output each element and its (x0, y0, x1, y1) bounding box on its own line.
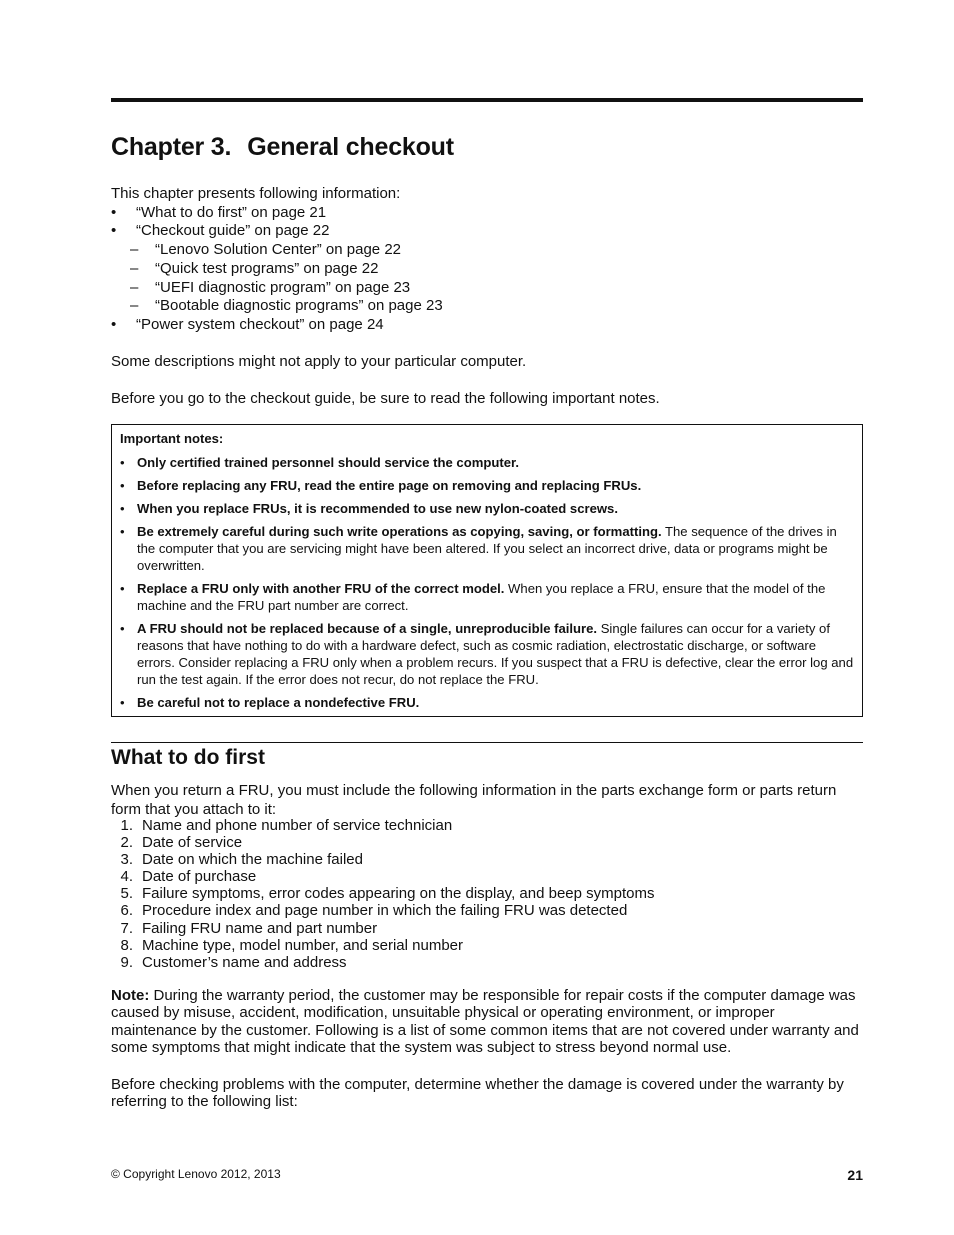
bullet-marker: • (120, 524, 125, 539)
list-number: 1. (120, 817, 133, 834)
toc-subitem[interactable] (111, 279, 863, 298)
bullet-marker: • (120, 581, 125, 596)
list-item-text: Customer’s name and address (142, 953, 347, 971)
note-bold: Be extremely careful during such write operations as copying, saving, or formatting. (137, 524, 662, 539)
bullet-marker: • (120, 695, 125, 710)
list-number: 8. (120, 936, 133, 954)
dash-marker: – (130, 259, 139, 277)
toc-subitem-link[interactable]: “UEFI diagnostic program” on page 23 (155, 278, 411, 296)
bullet-marker: • (120, 478, 125, 493)
note-item (120, 477, 854, 494)
note-item (120, 694, 854, 711)
note-label: Note: (111, 987, 150, 1004)
list-item (111, 868, 863, 885)
note-paragraph-text: During the warranty period, the customer may be responsible for repair costs if the computer damage was caused by misuse, accident, modification, unsuitable physical or operating environment, or improper maintenance by the customer. Following is a list of some common items that are not covered under warranty and some symptoms that might indicate that the system was subject to stress beyond normal use. (111, 987, 859, 1056)
list-item (111, 851, 863, 868)
toc-item[interactable] (111, 222, 863, 241)
section-heading: What to do first (111, 746, 265, 769)
toc-item[interactable] (111, 316, 863, 335)
numbered-list (111, 817, 863, 971)
bullet-marker: • (111, 203, 117, 221)
toc-subitem-link[interactable]: “Bootable diagnostic programs” on page 23 (155, 297, 443, 315)
page-number: 21 (847, 1167, 863, 1183)
note-bold: Replace a FRU only with another FRU of the correct model. (137, 581, 505, 596)
list-item-text: Date of service (142, 834, 243, 852)
toc-item-link[interactable]: “Power system checkout” on page 24 (136, 315, 384, 333)
list-item-text: Machine type, model number, and serial number (142, 936, 464, 954)
bullet-marker: • (111, 222, 117, 240)
list-number: 5. (120, 885, 133, 903)
toc-item-link[interactable]: “What to do first” on page 21 (136, 203, 327, 221)
top-rule (111, 98, 863, 102)
toc-subitem[interactable] (111, 297, 863, 316)
toc-item-link[interactable]: “Checkout guide” on page 22 (136, 222, 330, 240)
list-number: 6. (120, 902, 133, 920)
list-number: 4. (120, 868, 133, 886)
intro-paragraph-2: Before you go to the checkout guide, be sure to read the following important notes. (111, 390, 660, 407)
list-item (111, 885, 863, 902)
bullet-marker: • (111, 315, 117, 333)
note-bold: Only certified trained personnel should service the computer. (137, 455, 520, 470)
chapter-heading (111, 133, 454, 162)
list-number: 7. (120, 919, 133, 937)
section-paragraph: When you return a FRU, you must include the following information in the parts exchange form or parts return form that you attach to it: (111, 782, 837, 818)
list-item-text: Procedure index and page number in which the failing FRU was detected (142, 902, 628, 920)
list-item (111, 902, 863, 919)
list-item-text: Failing FRU name and part number (142, 919, 378, 937)
dash-marker: – (130, 297, 139, 315)
note-text: The sequence of the drives in the computer that you are servicing might have been altered. If you select an incorrect drive, data or programs might be overwritten. (137, 524, 837, 573)
toc-list (111, 204, 863, 335)
toc-subitem-link[interactable]: “Lenovo Solution Center” on page 22 (155, 241, 402, 259)
note-item (120, 620, 854, 688)
dash-marker: – (130, 278, 139, 296)
note-text: Single failures can occur for a variety of reasons that have nothing to do with a hardware defect, such as cosmic radiation, electrostatic discharge, or software errors. Consider replacing a FRU only when a problem recurs. If you suspect that a FRU is defective, clear the error log and run the test again. If the error does not recur, do not replace the FRU. (137, 621, 854, 687)
list-item-text: Name and phone number of service technician (142, 817, 453, 834)
note-item (120, 500, 854, 517)
list-item-text: Date on which the machine failed (142, 851, 363, 869)
list-item (111, 834, 863, 851)
list-item-text: Failure symptoms, error codes appearing on the display, and beep symptoms (142, 885, 655, 903)
chapter-title: General checkout (247, 133, 454, 161)
note-bold: Before replacing any FRU, read the entire page on removing and replacing FRUs. (137, 478, 642, 493)
bullet-marker: • (120, 621, 125, 636)
toc-item[interactable] (111, 204, 863, 223)
note-text: When you replace a FRU, ensure that the model of the machine and the FRU part number are correct. (137, 581, 826, 613)
list-item (111, 954, 863, 971)
important-notes-box (111, 424, 863, 717)
note-paragraph (111, 987, 863, 1056)
note-item (120, 523, 854, 574)
intro-paragraph-1: Some descriptions might not apply to your particular computer. (111, 353, 527, 370)
toc-subitem-link[interactable]: “Quick test programs” on page 22 (155, 259, 379, 277)
list-number: 3. (120, 851, 133, 869)
note-item (120, 580, 854, 614)
toc-subitem[interactable] (111, 260, 863, 279)
intro-lead: This chapter presents following information: (111, 185, 401, 202)
important-notes-title: Important notes: (120, 431, 224, 446)
list-item (111, 937, 863, 954)
list-item-text: Date of purchase (142, 868, 257, 886)
bullet-marker: • (120, 455, 125, 470)
final-paragraph: Before checking problems with the computer, determine whether the damage is covered under the warranty by referring to the following list: (111, 1076, 844, 1111)
list-number: 9. (120, 953, 133, 971)
bullet-marker: • (120, 501, 125, 516)
chapter-number: Chapter 3. (111, 133, 232, 161)
note-bold: When you replace FRUs, it is recommended to use new nylon-coated screws. (137, 501, 618, 516)
note-item (120, 454, 854, 471)
list-number: 2. (120, 834, 133, 852)
list-item (111, 817, 863, 834)
list-item (111, 920, 863, 937)
intro-section (111, 185, 863, 335)
copyright-text: © Copyright Lenovo 2012, 2013 (111, 1167, 281, 1181)
toc-subitem[interactable] (111, 241, 863, 260)
note-bold: A FRU should not be replaced because of a single, unreproducible failure. (137, 621, 598, 636)
note-bold: Be careful not to replace a nondefective FRU. (137, 695, 420, 710)
section-rule (111, 742, 863, 743)
dash-marker: – (130, 241, 139, 259)
